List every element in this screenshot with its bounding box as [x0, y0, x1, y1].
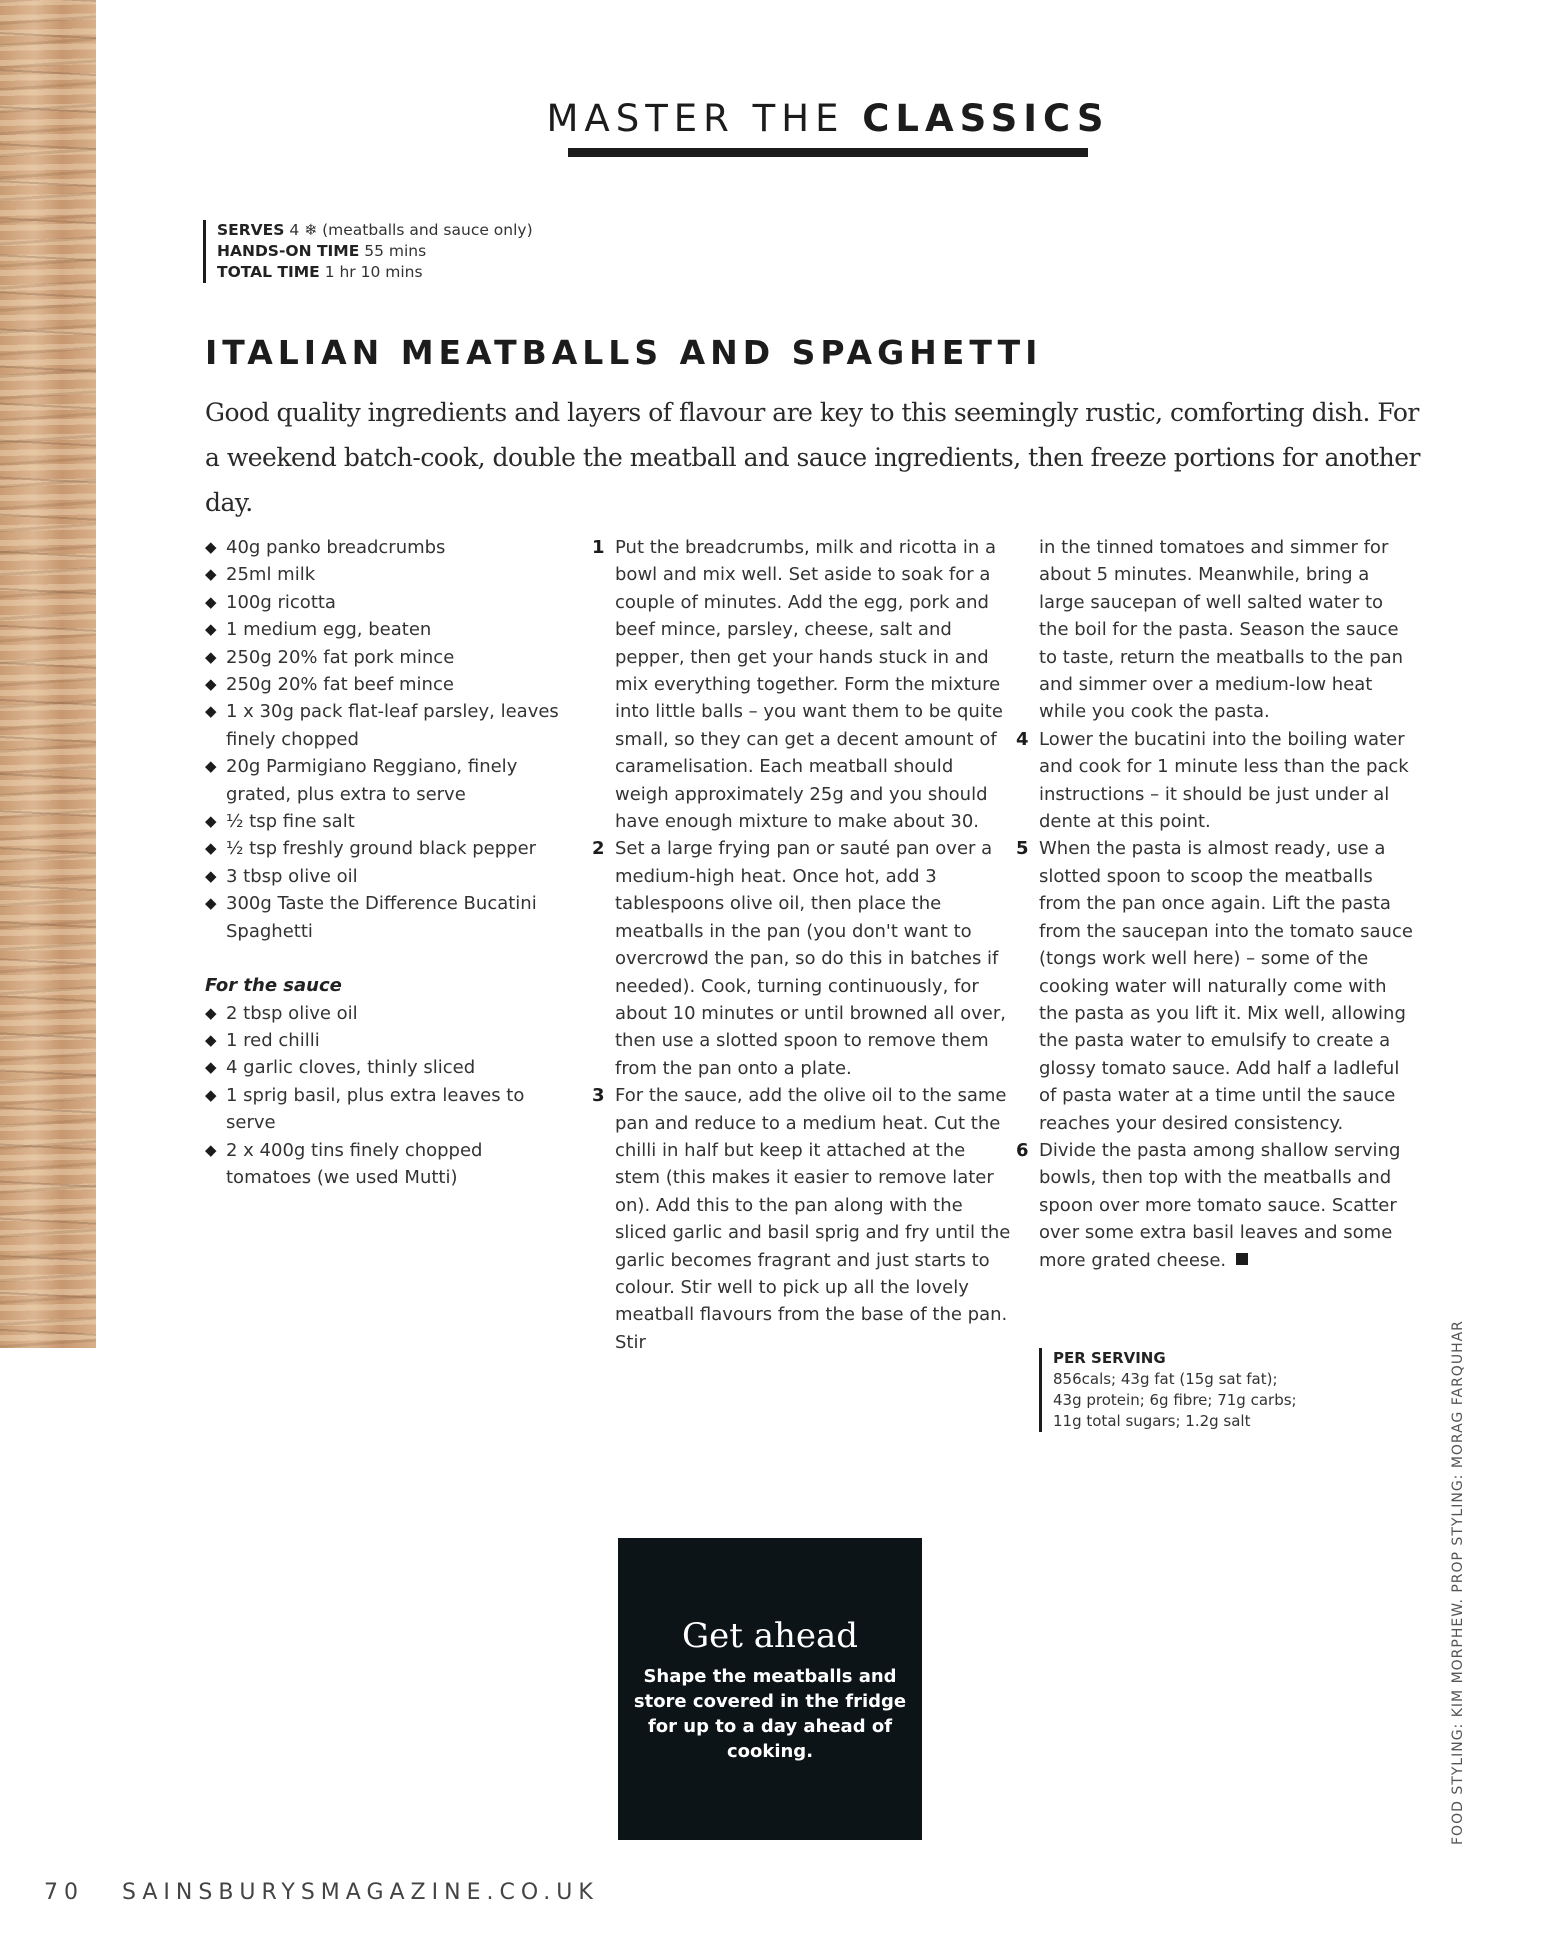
step-number: 3 [592, 1085, 605, 1107]
method-step-3-continued: in the tinned tomatoes and simmer for about 5 minutes. Meanwhile, bring a large saucepan of well salted water to the boil for the pasta. Season the sauce to taste, return the meatballs to the pan and simmer over a medium-low heat while you cook the pasta. [1039, 537, 1404, 723]
recipe-intro: Good quality ingredients and layers of flavour are key to this seemingly rustic, comforting dish. For a weekend batch-cook, double the meatball and sauce ingredients, then freeze portions for another day. [205, 398, 1420, 517]
method-column-1 [592, 534, 1012, 1356]
serves-label: SERVES [217, 221, 285, 239]
footer-website: SAINSBURYSMAGAZINE.CO.UK [122, 1880, 599, 1905]
recipe-title: ITALIAN MEATBALLS AND SPAGHETTI [205, 333, 1043, 372]
ingredient-item: ◆ 40g panko breadcrumbs [205, 534, 565, 561]
step-number: 6 [1016, 1139, 1029, 1161]
method-step-6 [1016, 1137, 1416, 1274]
method-column-2 [1016, 534, 1416, 1274]
sauce-ingredient-item: ◆ 1 sprig basil, plus extra leaves to serve [205, 1082, 565, 1137]
total-time-label: TOTAL TIME [217, 263, 320, 281]
ingredient-item: ◆ 250g 20% fat pork mince [205, 644, 565, 671]
sauce-ingredient-item: ◆ 2 x 400g tins finely chopped tomatoes (we used Mutti) [205, 1137, 565, 1192]
ingredient-item: ◆ 3 tbsp olive oil [205, 863, 565, 890]
ingredient-item: ◆ 20g Parmigiano Reggiano, finely grated, plus extra to serve [205, 753, 565, 808]
ingredient-item: ◆ 25ml milk [205, 561, 565, 588]
section-header-light: MASTER THE [546, 97, 845, 140]
sauce-ingredient-item: ◆ 1 red chilli [205, 1027, 565, 1054]
nutrition-heading: PER SERVING [1053, 1349, 1166, 1367]
nutrition-block [1039, 1348, 1297, 1432]
nutrition-line: 43g protein; 6g fibre; 71g carbs; [1053, 1391, 1297, 1409]
sauce-ingredient-item: ◆ 2 tbsp olive oil [205, 1000, 565, 1027]
sauce-ingredient-item: ◆ 4 garlic cloves, thinly sliced [205, 1054, 565, 1081]
get-ahead-title: Get ahead [681, 1616, 859, 1656]
nutrition-line: 11g total sugars; 1.2g salt [1053, 1412, 1251, 1430]
header-rule [568, 148, 1088, 157]
sauce-heading: For the sauce [205, 975, 342, 997]
total-time-value: 1 hr 10 mins [324, 263, 423, 281]
section-header [0, 97, 1550, 140]
step-text: When the pasta is almost ready, use a slotted spoon to scoop the meatballs from the pan once again. Lift the pasta from the saucepan into the tomato sauce (tongs work well here) – some of the cooking water will naturally come with the pasta as you lift it. Mix well, allowing the pasta water to emulsify to create a glossy tomato sauce. Add half a ladleful of pasta water at a time until the sauce reaches your desired consistency. [1039, 838, 1413, 1134]
ingredient-item: ◆ 100g ricotta [205, 589, 565, 616]
serves-line [217, 220, 533, 241]
page-number: 70 [44, 1880, 84, 1905]
step-text: Set a large frying pan or sauté pan over a medium-high heat. Once hot, add 3 tablespoons olive oil, then place the meatballs in the pan (you don't want to overcrowd the pan, so do this in batches if needed). Cook, turning continuously, for about 10 minutes or until browned all over, then use a slotted spoon to remove them from the pan onto a plate. [615, 838, 1007, 1079]
serves-value: 4 [289, 221, 300, 239]
step-number: 4 [1016, 728, 1029, 750]
section-header-bold: CLASSICS [862, 97, 1110, 140]
styling-credits: FOOD STYLING: KIM MORPHEW. PROP STYLING: MORAG FARQUHAR [1450, 1320, 1466, 1845]
hands-on-label: HANDS-ON TIME [217, 242, 360, 260]
page-footer [44, 1880, 599, 1905]
hands-on-value: 55 mins [364, 242, 427, 260]
step-text: Put the breadcrumbs, milk and ricotta in a bowl and mix well. Set aside to soak for a couple of minutes. Add the egg, pork and beef mince, parsley, cheese, salt and pepper, then get your hands stuck in and mix everything together. Form the mixture into little balls – you want them to be quite small, so they can get a decent amount of caramelisation. Each meatball should weigh approximately 25g and you should have enough mixture to make about 30. [615, 537, 1003, 833]
get-ahead-text: Shape the meatballs and store covered in the fridge for up to a day ahead of cooking. [633, 1666, 907, 1762]
method-step-5 [1016, 835, 1416, 1136]
end-square-icon [1236, 1253, 1248, 1265]
step-number: 1 [592, 537, 605, 558]
method-step-4 [1016, 726, 1416, 836]
recipe-info-block [203, 220, 533, 283]
snowflake-icon: ❄ [304, 221, 318, 239]
wood-texture-strip [0, 0, 96, 1348]
step-text: Lower the bucatini into the boiling water and cook for 1 minute less than the pack instructions – it should be just under al dente at this point. [1039, 728, 1409, 833]
method-step-3 [592, 1082, 1012, 1356]
method-step-2 [592, 835, 1012, 1082]
freeze-note: (meatballs and sauce only) [322, 221, 533, 239]
step-number: 2 [592, 838, 605, 860]
ingredient-item: ◆ 250g 20% fat beef mince [205, 671, 565, 698]
ingredient-item: ◆ 1 medium egg, beaten [205, 616, 565, 643]
step-number: 5 [1016, 838, 1029, 860]
total-time-line [217, 262, 533, 283]
ingredients-column [205, 534, 565, 1191]
get-ahead-box [618, 1538, 922, 1840]
ingredient-item: ◆ 300g Taste the Difference Bucatini Spaghetti [205, 890, 565, 945]
hands-on-line [217, 241, 533, 262]
ingredient-item: ◆ ½ tsp freshly ground black pepper [205, 835, 565, 862]
step-text: Divide the pasta among shallow serving bowls, then top with the meatballs and spoon over more tomato sauce. Scatter over some extra basil leaves and some more grated cheese. [1039, 1139, 1401, 1271]
method-step-1 [592, 534, 1012, 835]
ingredient-item: ◆ 1 x 30g pack flat-leaf parsley, leaves finely chopped [205, 698, 565, 753]
nutrition-line: 856cals; 43g fat (15g sat fat); [1053, 1370, 1278, 1388]
ingredients-list [205, 534, 565, 945]
ingredient-item: ◆ ½ tsp fine salt [205, 808, 565, 835]
sauce-ingredients-list [205, 1000, 565, 1192]
step-text: For the sauce, add the olive oil to the same pan and reduce to a medium heat. Cut the chilli in half but keep it attached at the stem (this makes it easier to remove later on). Add this to the pan along with the sliced garlic and basil sprig and fry until the garlic becomes fragrant and just starts to colour. Stir well to pick up all the lovely meatball flavours from the base of the pan. Stir [615, 1085, 1011, 1353]
